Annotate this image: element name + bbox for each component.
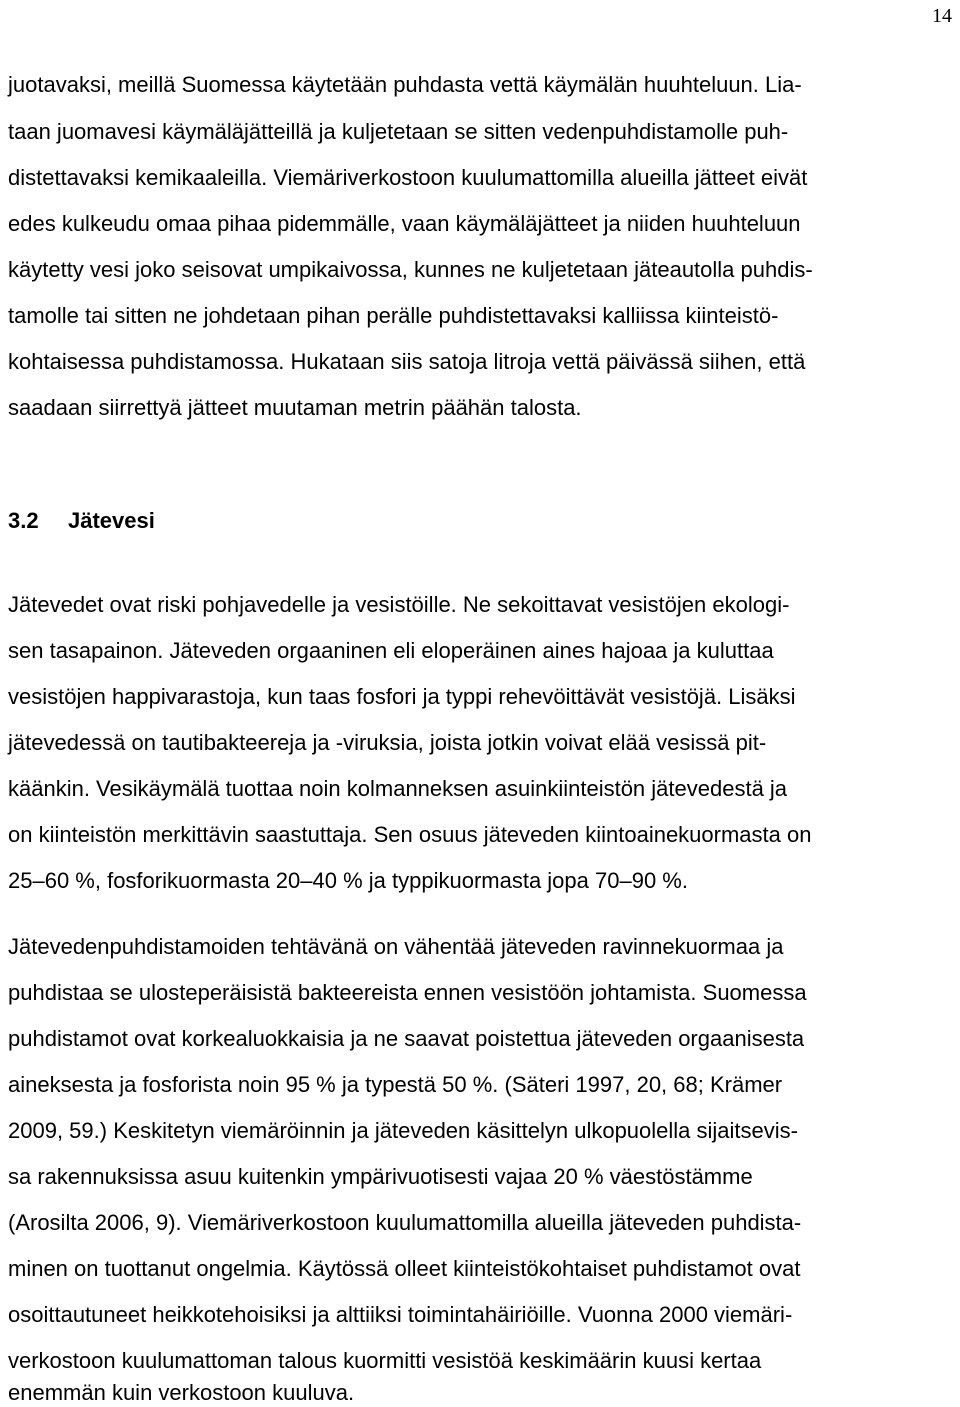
text-line: Jätevedenpuhdistamoiden tehtävänä on vähentää jäteveden ravinnekuormaa ja [8,934,784,959]
text-line: puhdistaa se ulosteperäisistä bakteereista ennen vesistöön johtamista. Suomessa [8,980,807,1005]
text-line: käänkin. Vesikäymälä tuottaa noin kolmanneksen asuinkiinteistön jätevedestä ja [8,776,788,801]
text-line: enemmän kuin verkostoon kuuluva. [8,1380,355,1405]
text-line: 25–60 %, fosforikuormasta 20–40 % ja typpikuormasta jopa 70–90 %. [8,868,688,893]
text-line: tamolle tai sitten ne johdetaan pihan perälle puhdistettavaksi kalliissa kiinteistö- [8,303,779,328]
text-line: on kiinteistön merkittävin saastuttaja. Sen osuus jäteveden kiintoainekuormasta on [8,822,812,847]
text-line: sen tasapainon. Jäteveden orgaaninen eli eloperäinen aines hajoaa ja kuluttaa [8,638,774,663]
text-line: saadaan siirrettyä jätteet muutaman metrin päähän talosta. [8,395,582,420]
section-heading [8,507,155,535]
text-line: 2009, 59.) Keskitetyn viemäröinnin ja jäteveden käsittelyn ulkopuolella sijaitsevis- [8,1118,798,1143]
text-line: puhdistamot ovat korkealuokkaisia ja ne saavat poistettua jäteveden orgaanisesta [8,1026,805,1051]
text-line: edes kulkeudu omaa pihaa pidemmälle, vaan käymäläjätteet ja niiden huuhteluun [8,211,801,236]
text-line: verkostoon kuulumattoman talous kuormitti vesistöä keskimäärin kuusi kertaa [8,1348,762,1373]
text-line: Jätevedet ovat riski pohjavedelle ja vesistöille. Ne sekoittavat vesistöjen ekologi- [8,592,790,617]
text-line: käytetty vesi joko seisovat umpikaivossa, kunnes ne kuljetetaan jäteautolla puhdis- [8,257,813,282]
text-line: juotavaksi, meillä Suomessa käytetään puhdasta vettä käymälän huuhteluun. Lia- [8,72,802,97]
section-number: 3.2 [8,508,39,533]
text-line: aineksesta ja fosforista noin 95 % ja typestä 50 %. (Säteri 1997, 20, 68; Krämer [8,1072,783,1097]
text-line: jätevedessä on tautibakteereja ja -viruksia, joista jotkin voivat elää vesissä pit- [8,730,767,755]
text-line: distettavaksi kemikaaleilla. Viemäriverkostoon kuulumattomilla alueilla jätteet eivät [8,165,808,190]
page-number: 14 [932,5,952,27]
text-line: (Arosilta 2006, 9). Viemäriverkostoon kuulumattomilla alueilla jäteveden puhdista- [8,1210,802,1235]
section-title: Jätevesi [68,508,155,533]
text-line: taan juomavesi käymäläjätteillä ja kuljetetaan se sitten vedenpuhdistamolle puh- [8,119,789,144]
text-line: minen on tuottanut ongelmia. Käytössä olleet kiinteistökohtaiset puhdistamot ovat [8,1256,801,1281]
text-line: kohtaisessa puhdistamossa. Hukataan siis satoja litroja vettä päivässä siihen, että [8,349,806,374]
text-line: osoittautuneet heikkotehoisiksi ja alttiiksi toimintahäiriöille. Vuonna 2000 viemäri- [8,1302,793,1327]
text-line: sa rakennuksissa asuu kuitenkin ympärivuotisesti vajaa 20 % väestöstämme [8,1164,753,1189]
text-line: vesistöjen happivarastoja, kun taas fosfori ja typpi rehevöittävät vesistöjä. Lisäksi [8,684,796,709]
